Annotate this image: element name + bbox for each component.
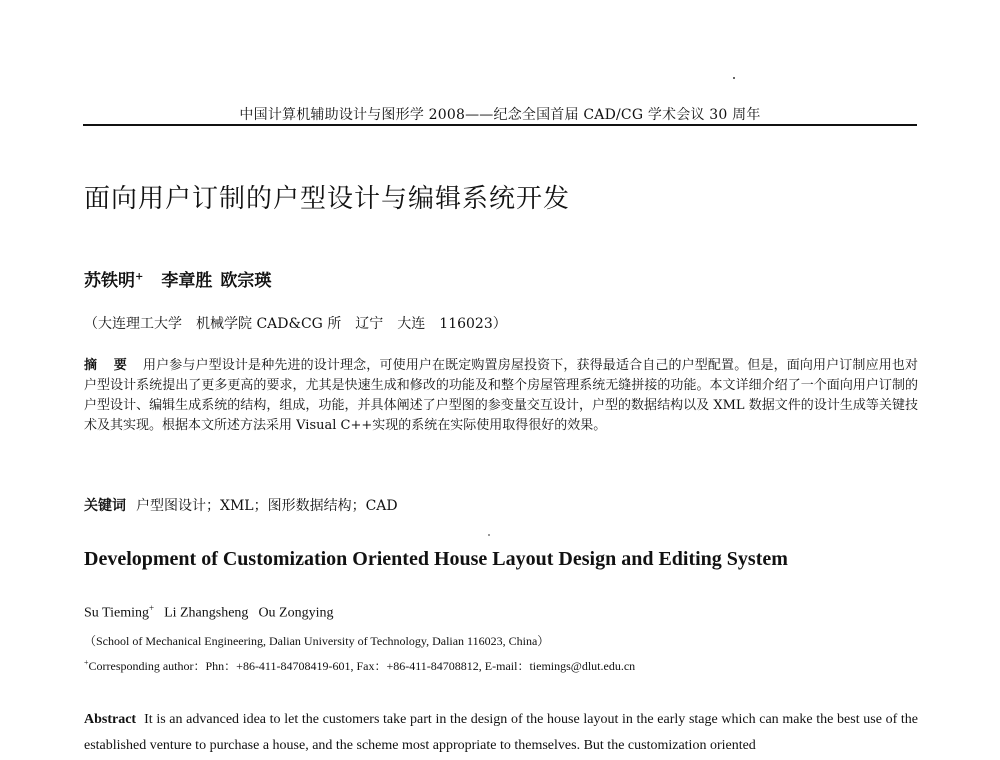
abstract-label: Abstract [84,712,137,727]
abstract-english [84,707,918,759]
author-name: 欧宗瑛 [220,271,272,291]
abstract-text: It is an advanced idea to let the customers take part in the design of the house layout in the early stage which can make the best use of the established venture to purchase a house, and the scheme most appropriate to themselves. But the customization oriented [84,712,918,753]
keywords-label: 关键词 [84,498,126,514]
header-rule [83,124,917,126]
title-chinese: 面向用户订制的户型设计与编辑系统开发 [84,184,571,214]
keywords-chinese [84,495,398,515]
author-name: Su Tieming [84,605,149,621]
corresponding-author [84,657,635,674]
author-name: Li Zhangsheng [164,605,249,621]
affiliation-english: （School of Mechanical Engineering, Dalian University of Technology, Dalian 116023, China） [84,634,550,648]
corresponding-mark: + [135,271,144,283]
abstract-label: 摘 要 [84,358,133,373]
scan-speck [488,534,490,536]
keywords-text: 户型图设计；XML；图形数据结构；CAD [136,498,398,514]
corresponding-mark: + [148,603,155,613]
authors-chinese [84,266,271,291]
affiliation-chinese: （大连理工大学 机械学院 CAD&CG 所 辽宁 大连 116023） [84,316,507,332]
abstract-chinese [84,356,918,436]
author-name: 苏铁明 [84,271,135,291]
authors-english [84,603,334,622]
scan-speck [733,77,735,79]
author-name: 李章胜 [161,271,213,291]
title-english: Development of Customization Oriented House Layout Design and Editing System [84,548,788,570]
corresponding-mark: + [84,658,89,667]
running-header: 中国计算机辅助设计与图形学 2008——纪念全国首届 CAD/CG 学术会议 30 周年 [239,107,761,123]
author-name: Ou Zongying [258,605,334,621]
abstract-text: 用户参与户型设计是种先进的设计理念，可使用户在既定购置房屋投资下，获得最适合自己的户型配置。但是，面向用户订制应用也对户型设计系统提出了更多更高的要求，尤其是快速生成和修改的功能及和整个房屋管理系统无缝拼接的功能。本文详细介绍了一个面向用户订制的户型设计、编辑生成系统的结构，组成，功能，并具体阐述了户型图的参变量交互设计，户型的数据结构以及 XML 数据文件的设计生成等关键技术及其实现。根据本文所述方法采用 Visual C++实现的系统在实际使用取得很好的效果。 [84,358,918,433]
corresponding-text: Corresponding author：Phn：+86-411-84708419-601, Fax：+86-411-84708812, E-mail：tiemings@dlut.edu.cn [88,659,636,673]
